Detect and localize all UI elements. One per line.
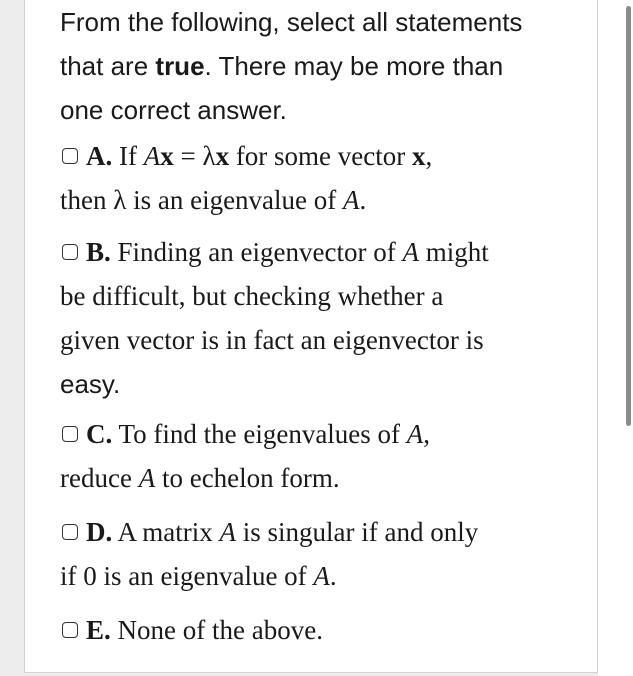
option-b-line-2: be difficult, but checking whether a — [60, 281, 444, 311]
option-a[interactable] — [60, 134, 560, 222]
math-var: A — [313, 561, 330, 591]
option-e-letter: E. — [86, 615, 111, 645]
option-text: . — [359, 185, 367, 215]
option-d[interactable] — [60, 510, 560, 598]
math-var: A — [138, 463, 156, 493]
option-text: for some vector — [229, 141, 412, 171]
vertical-scrollbar[interactable] — [626, 6, 631, 426]
option-e-line-1 — [60, 608, 560, 652]
option-a-letter: A. — [86, 141, 113, 171]
math-lambda: λ — [202, 141, 216, 171]
prompt-text: . There may be more than — [204, 51, 504, 81]
option-text: None of the above. — [110, 615, 323, 645]
option-c-checkbox[interactable] — [62, 426, 78, 442]
option-e[interactable] — [60, 608, 560, 652]
option-c[interactable] — [60, 412, 560, 500]
math-var: A — [219, 517, 236, 547]
math-vector: x — [160, 141, 174, 171]
math-var: A — [343, 185, 360, 215]
option-c-line-1 — [60, 412, 560, 456]
option-text: is singular if and only — [236, 517, 479, 547]
prompt-line-3: one correct answer. — [60, 95, 287, 125]
option-text: If — [112, 141, 144, 171]
option-text: , — [423, 419, 431, 449]
option-b-line-3: given vector is in fact an eigenvector is — [60, 325, 484, 355]
option-text: , — [425, 141, 433, 171]
math-op: = — [173, 141, 203, 171]
prompt-emphasis: true — [155, 51, 205, 81]
option-text: if 0 is an eigenvalue of — [60, 561, 314, 591]
math-vector: x — [412, 141, 426, 171]
option-b-line-1 — [60, 230, 560, 274]
option-text: Finding an eigenvector of — [110, 237, 403, 267]
option-text: to echelon form. — [155, 463, 340, 493]
option-text: . — [329, 561, 337, 591]
option-text: reduce — [60, 463, 139, 493]
option-e-checkbox[interactable] — [62, 622, 78, 638]
option-c-line-2 — [60, 456, 560, 500]
option-text: might — [418, 237, 489, 267]
option-b-checkbox[interactable] — [62, 244, 78, 260]
option-b[interactable] — [60, 230, 560, 406]
prompt-line-2 — [60, 44, 560, 88]
option-d-line-2 — [60, 554, 560, 598]
math-var: A — [143, 141, 161, 171]
math-var: A — [402, 237, 419, 267]
option-d-checkbox[interactable] — [62, 524, 78, 540]
option-text: To find the eigenvalues of — [112, 419, 407, 449]
question-content — [60, 0, 560, 652]
math-vector: x — [215, 141, 230, 171]
prompt-line-1: From the following, select all statements — [60, 7, 523, 37]
option-d-line-1 — [60, 510, 560, 554]
math-lambda: λ — [113, 185, 127, 215]
option-text: is an eigenvalue of — [126, 185, 344, 215]
option-a-checkbox[interactable] — [62, 148, 78, 164]
math-var: A — [406, 419, 424, 449]
option-text: then — [60, 185, 114, 215]
option-text: A matrix — [112, 517, 220, 547]
option-a-line-2 — [60, 178, 560, 222]
option-c-letter: C. — [86, 419, 113, 449]
option-b-line-4: easy. — [60, 369, 121, 399]
option-b-letter: B. — [86, 237, 111, 267]
option-d-letter: D. — [86, 517, 113, 547]
question-prompt — [60, 0, 560, 132]
prompt-text: that are — [60, 51, 156, 81]
option-a-line-1 — [60, 134, 560, 178]
